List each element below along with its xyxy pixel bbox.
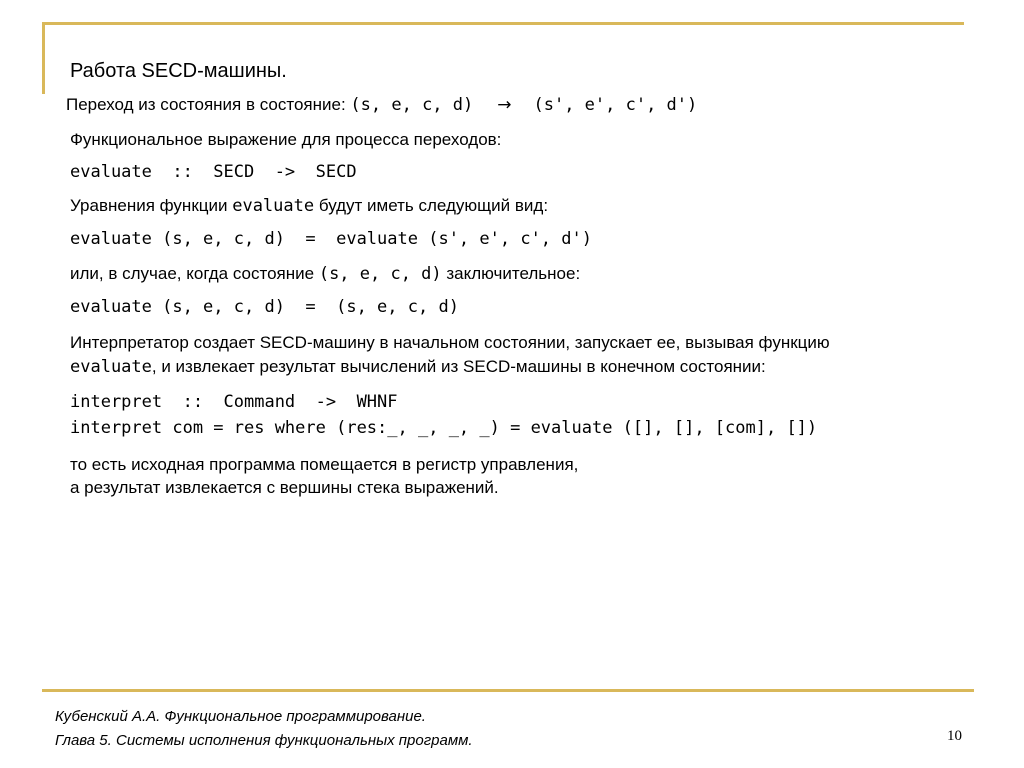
equations-label bbox=[70, 196, 548, 216]
transition-to: (s', e', c', d') bbox=[533, 95, 698, 115]
footer-chapter: Глава 5. Системы исполнения функциональных программ. bbox=[55, 732, 473, 749]
equation-final: evaluate (s, e, c, d) = (s, e, c, d) bbox=[70, 297, 459, 317]
footer-author: Кубенский А.А. Функциональное программирование. bbox=[55, 708, 426, 725]
equations-func: evaluate bbox=[232, 196, 315, 216]
final-state-label bbox=[70, 264, 580, 284]
final-state-state: (s, e, c, d) bbox=[318, 264, 442, 284]
interpret-definition: interpret com = res where (res:_, _, _, _) = evaluate ([], [], [com], []) bbox=[70, 418, 818, 438]
interp-desc-func: evaluate bbox=[70, 357, 152, 377]
conclusion-line2: а результат извлекается с вершины стека выражений. bbox=[70, 478, 499, 497]
interp-desc-rest: , и извлекает результат вычислений из SECD-машины в конечном состоянии: bbox=[151, 357, 766, 376]
left-rule bbox=[42, 22, 45, 94]
transition-label: Переход из состояния в состояние: bbox=[66, 95, 351, 114]
equations-prefix: Уравнения функции bbox=[70, 196, 233, 215]
page-number: 10 bbox=[947, 728, 962, 744]
arrow-icon: → bbox=[497, 95, 512, 115]
slide-title: Работа SECD-машины. bbox=[70, 60, 287, 82]
interp-desc-line1: Интерпретатор создает SECD-машину в начальном состоянии, запускает ее, вызывая функцию bbox=[70, 333, 830, 352]
interpret-signature: interpret :: Command -> WHNF bbox=[70, 392, 398, 412]
equation-general: evaluate (s, e, c, d) = evaluate (s', e', c', d') bbox=[70, 229, 592, 249]
interp-desc-line2 bbox=[70, 357, 766, 377]
transition-from: (s, e, c, d) bbox=[350, 95, 474, 115]
conclusion-line1: то есть исходная программа помещается в регистр управления, bbox=[70, 455, 579, 474]
top-rule bbox=[42, 22, 964, 25]
transition-line bbox=[66, 95, 697, 115]
evaluate-signature: evaluate :: SECD -> SECD bbox=[70, 162, 357, 182]
final-state-prefix: или, в случае, когда состояние bbox=[70, 264, 319, 283]
final-state-suffix: заключительное: bbox=[441, 264, 581, 283]
bottom-rule bbox=[42, 689, 974, 692]
equations-suffix: будут иметь следующий вид: bbox=[314, 196, 549, 215]
func-expr-label: Функциональное выражение для процесса переходов: bbox=[70, 130, 502, 149]
